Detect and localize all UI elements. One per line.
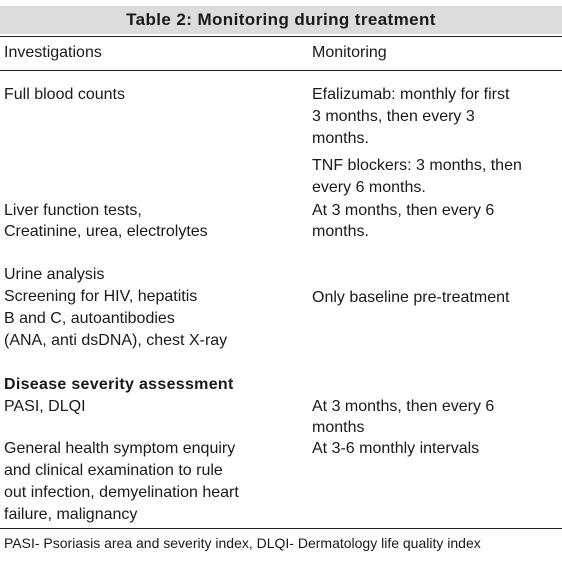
section-disease-severity: Disease severity assessment xyxy=(4,376,234,393)
inv-general-2: and clinical examination to rule xyxy=(4,462,223,479)
mon-pasi-2: months xyxy=(312,419,365,436)
footer-divider xyxy=(0,528,562,529)
title-divider xyxy=(0,36,562,37)
inv-screening-2: B and C, autoantibodies xyxy=(4,310,175,327)
mon-liver-1: At 3 months, then every 6 xyxy=(312,202,495,219)
inv-general-3: out infection, demyelination heart xyxy=(4,484,239,501)
mon-efalizumab-1: Efalizumab: monthly for first xyxy=(312,86,510,103)
mon-screening: Only baseline pre-treatment xyxy=(312,289,510,306)
mon-tnf-1: TNF blockers: 3 months, then xyxy=(312,157,522,174)
mon-liver-2: months. xyxy=(312,223,369,240)
inv-liver-1: Liver function tests, xyxy=(4,202,142,219)
header-investigations: Investigations xyxy=(4,44,102,61)
header-monitoring: Monitoring xyxy=(312,44,387,61)
inv-pasi-dlqi: PASI, DLQI xyxy=(4,398,86,415)
mon-general: At 3-6 monthly intervals xyxy=(312,440,480,457)
inv-full-blood-counts: Full blood counts xyxy=(4,86,125,103)
header-divider xyxy=(0,70,562,71)
inv-liver-2: Creatinine, urea, electrolytes xyxy=(4,223,208,240)
inv-screening-3: (ANA, anti dsDNA), chest X-ray xyxy=(4,332,228,349)
inv-urine: Urine analysis xyxy=(4,266,105,283)
mon-efalizumab-3: months. xyxy=(312,130,369,147)
mon-efalizumab-2: 3 months, then every 3 xyxy=(312,108,475,125)
mon-pasi-1: At 3 months, then every 6 xyxy=(312,398,495,415)
mon-tnf-2: every 6 months. xyxy=(312,179,426,196)
inv-screening-1: Screening for HIV, hepatitis xyxy=(4,288,198,305)
table-footnote: PASI- Psoriasis area and severity index, DLQI- Dermatology life quality index xyxy=(4,535,481,551)
inv-general-1: General health symptom enquiry xyxy=(4,440,236,457)
table-title: Table 2: Monitoring during treatment xyxy=(0,6,562,34)
inv-general-4: failure, malignancy xyxy=(4,506,138,523)
